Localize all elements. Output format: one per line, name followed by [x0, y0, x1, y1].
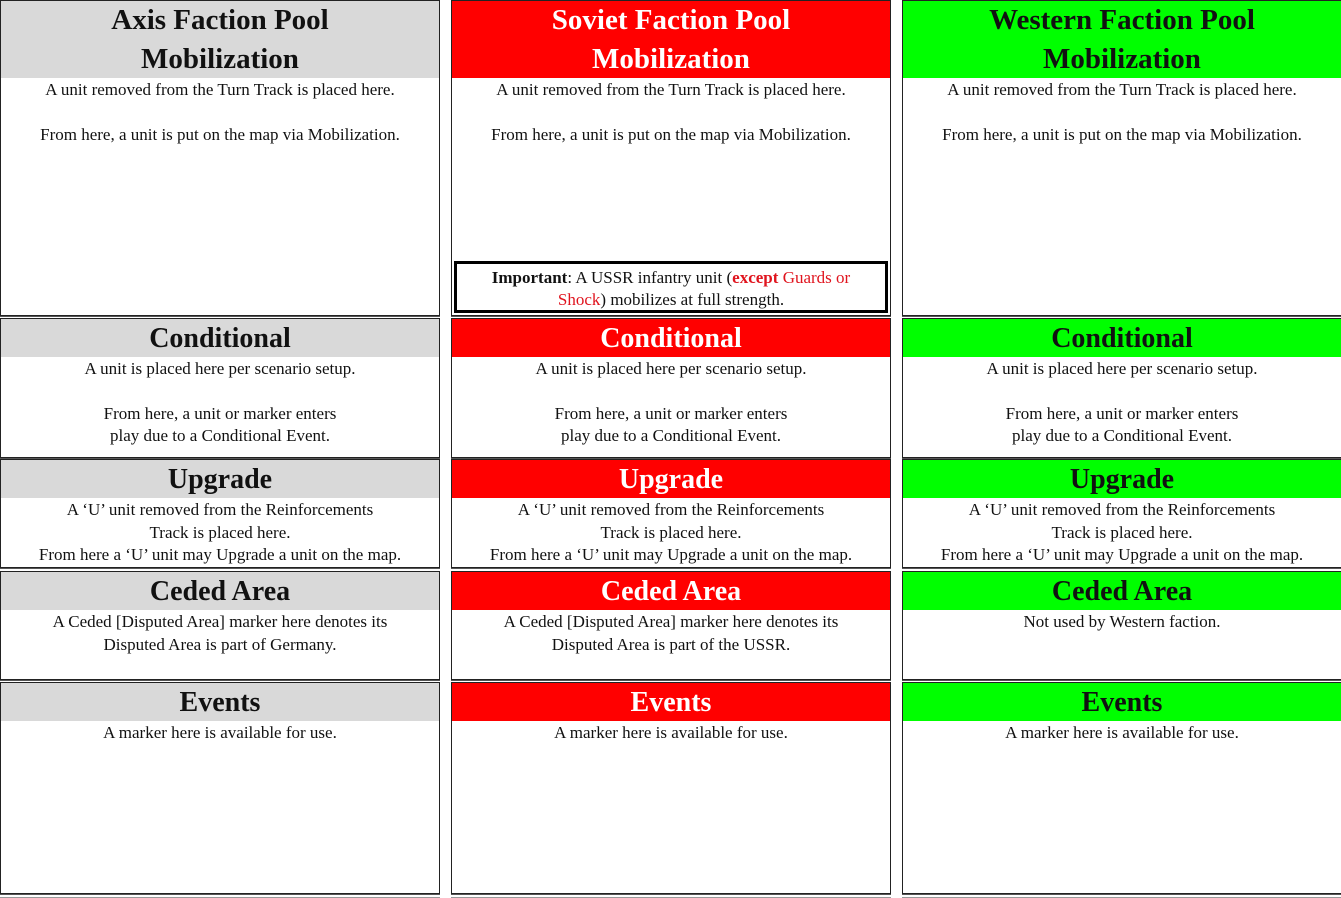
soviet-conditional-body	[452, 357, 890, 448]
important-text2: ) mobilizes at full strength.	[600, 290, 785, 309]
important-text1: : A USSR infantry unit (	[567, 268, 733, 287]
soviet-conditional-box	[451, 318, 891, 458]
western-events-box	[902, 682, 1341, 894]
western-events-text: A marker here is available for use.	[1005, 723, 1239, 742]
western-conditional-text2b: play due to a Conditional Event.	[1011, 426, 1232, 445]
western-pool-title-line2: Mobilization	[1043, 43, 1201, 75]
western-upgrade-text3: From here a ‘U’ unit may Upgrade a unit on the map.	[940, 545, 1304, 564]
axis-pool-box	[0, 0, 440, 316]
soviet-ceded-title: Ceded Area	[452, 572, 890, 610]
western-conditional-title: Conditional	[903, 319, 1341, 357]
important-label: Important	[491, 268, 568, 287]
soviet-important-note	[454, 261, 888, 313]
western-upgrade-title: Upgrade	[903, 460, 1341, 498]
western-column	[902, 0, 1341, 894]
soviet-ceded-body	[452, 610, 890, 656]
axis-pool-title-line1: Axis Faction Pool	[111, 4, 329, 36]
soviet-ceded-text1: A Ceded [Disputed Area] marker here denotes its	[503, 612, 839, 631]
western-pool-body	[903, 78, 1341, 146]
western-events-title: Events	[903, 683, 1341, 721]
soviet-events-box	[451, 682, 891, 894]
axis-events-body	[1, 721, 439, 745]
axis-upgrade-text1: A ‘U’ unit removed from the Reinforcements	[66, 500, 374, 519]
western-conditional-body	[903, 357, 1341, 448]
important-exceptions-a: Guards or	[778, 268, 851, 287]
western-pool-box	[902, 0, 1341, 316]
western-conditional-text1: A unit is placed here per scenario setup.	[986, 359, 1258, 378]
axis-ceded-box	[0, 571, 440, 680]
axis-ceded-text2: Disputed Area is part of Germany.	[103, 634, 337, 654]
western-upgrade-text2: Track is placed here.	[1051, 522, 1193, 542]
soviet-column	[451, 0, 891, 894]
axis-ceded-text1: A Ceded [Disputed Area] marker here denotes its	[52, 612, 388, 631]
soviet-pool-title-line2: Mobilization	[592, 43, 750, 75]
western-pool-text1: A unit removed from the Turn Track is placed here.	[947, 80, 1297, 99]
axis-upgrade-text2: Track is placed here.	[149, 522, 291, 542]
soviet-events-title: Events	[452, 683, 890, 721]
soviet-events-body	[452, 721, 890, 745]
axis-conditional-body	[1, 357, 439, 448]
soviet-pool-title	[452, 1, 890, 78]
axis-ceded-title: Ceded Area	[1, 572, 439, 610]
western-conditional-box	[902, 318, 1341, 458]
axis-pool-title	[1, 1, 439, 78]
important-exceptions-b: Shock	[557, 290, 601, 309]
western-conditional-text2a: From here, a unit or marker enters	[1005, 403, 1239, 423]
soviet-upgrade-text1: A ‘U’ unit removed from the Reinforcements	[517, 500, 825, 519]
soviet-upgrade-title: Upgrade	[452, 460, 890, 498]
soviet-pool-text2: From here, a unit is put on the map via Mobilization.	[491, 124, 851, 144]
soviet-upgrade-body	[452, 498, 890, 567]
axis-pool-text1: A unit removed from the Turn Track is placed here.	[45, 80, 395, 99]
axis-conditional-text2a: From here, a unit or marker enters	[103, 403, 337, 423]
axis-conditional-text2b: play due to a Conditional Event.	[109, 426, 330, 445]
western-ceded-box	[902, 571, 1341, 680]
soviet-ceded-box	[451, 571, 891, 680]
axis-pool-body	[1, 78, 439, 146]
important-except: except	[732, 268, 779, 287]
western-ceded-title: Ceded Area	[903, 572, 1341, 610]
axis-events-box	[0, 682, 440, 894]
western-ceded-text1: Not used by Western faction.	[1023, 612, 1221, 631]
soviet-conditional-title: Conditional	[452, 319, 890, 357]
soviet-ceded-text2: Disputed Area is part of the USSR.	[551, 634, 791, 654]
axis-events-title: Events	[1, 683, 439, 721]
soviet-conditional-text1: A unit is placed here per scenario setup.	[535, 359, 807, 378]
axis-upgrade-box	[0, 459, 440, 568]
western-pool-text2: From here, a unit is put on the map via Mobilization.	[942, 124, 1302, 144]
soviet-pool-title-line1: Soviet Faction Pool	[551, 4, 791, 36]
axis-column	[0, 0, 440, 894]
western-pool-title-line1: Western Faction Pool	[989, 4, 1255, 36]
soviet-pool-body	[452, 78, 890, 146]
western-ceded-body	[903, 610, 1341, 634]
soviet-pool-text1: A unit removed from the Turn Track is placed here.	[496, 80, 846, 99]
soviet-upgrade-box	[451, 459, 891, 568]
western-upgrade-body	[903, 498, 1341, 567]
axis-upgrade-title: Upgrade	[1, 460, 439, 498]
axis-pool-text2: From here, a unit is put on the map via Mobilization.	[40, 124, 400, 144]
western-events-body	[903, 721, 1341, 745]
soviet-upgrade-text2: Track is placed here.	[600, 522, 742, 542]
axis-conditional-box	[0, 318, 440, 458]
axis-conditional-title: Conditional	[1, 319, 439, 357]
axis-ceded-body	[1, 610, 439, 656]
soviet-events-text: A marker here is available for use.	[554, 723, 788, 742]
axis-pool-title-line2: Mobilization	[141, 43, 299, 75]
axis-events-text: A marker here is available for use.	[103, 723, 337, 742]
soviet-conditional-text2a: From here, a unit or marker enters	[554, 403, 788, 423]
axis-conditional-text1: A unit is placed here per scenario setup.	[84, 359, 356, 378]
axis-upgrade-body	[1, 498, 439, 567]
axis-upgrade-text3: From here a ‘U’ unit may Upgrade a unit on the map.	[38, 545, 402, 564]
western-upgrade-box	[902, 459, 1341, 568]
western-upgrade-text1: A ‘U’ unit removed from the Reinforcements	[968, 500, 1276, 519]
soviet-upgrade-text3: From here a ‘U’ unit may Upgrade a unit on the map.	[489, 545, 853, 564]
western-pool-title	[903, 1, 1341, 78]
soviet-pool-box	[451, 0, 891, 316]
soviet-conditional-text2b: play due to a Conditional Event.	[560, 426, 781, 445]
